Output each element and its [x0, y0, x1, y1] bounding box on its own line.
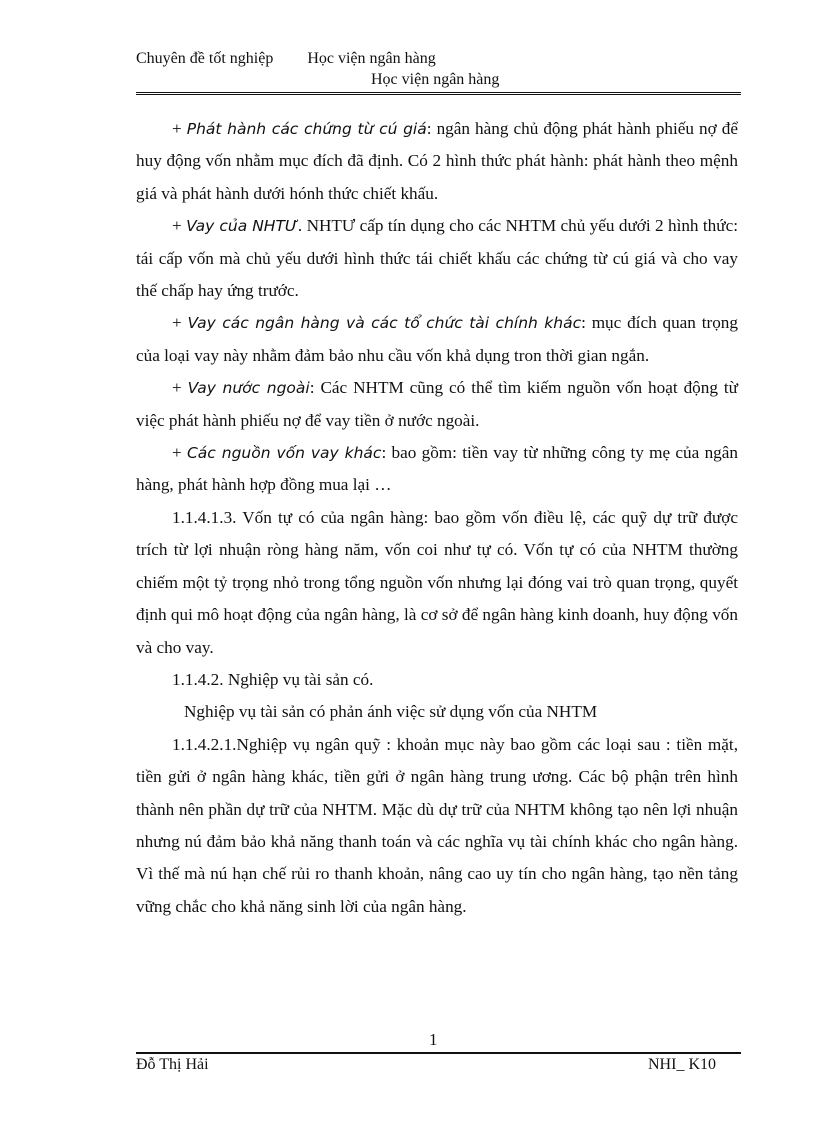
header-line — [136, 50, 436, 68]
page-number: 1 — [429, 1030, 438, 1049]
paragraph-own-capital: 1.1.4.1.3. Vốn tự có của ngân hàng: bao gồm vốn điều lệ, các quỹ dự trữ được trích từ lợi nhuận ròng hàng năm, vốn coi như tự có. Vốn tự có của NHTM thường chiếm một tỷ trọng nhỏ trong tổng nguồn vốn nhưng lại đóng vai trò quan trọng, quyết định qui mô hoạt động của ngân hàng, là cơ sở để ngân hàng kinh doanh, huy động vốn và cho vay. — [136, 507, 738, 657]
paragraph-assets-intro: Nghiệp vụ tài sản có phản ánh việc sử dụng vốn của NHTM — [184, 702, 598, 722]
footer-class-code: NHI_ K10 — [648, 1056, 716, 1073]
footer-rule — [136, 1052, 741, 1054]
header-left-title: Chuyên đề tốt nghiệp — [136, 50, 274, 67]
header-subtitle: Học viện ngân hàng — [371, 71, 500, 88]
paragraph-foreign-loans: + Vay nước ngoài: Các NHTM cũng có thể tìm kiếm nguồn vốn hoạt động từ việc phát hành phiếu nợ để vay tiền ở nước ngoài. — [136, 378, 738, 430]
paragraph-issue-securities: + Phát hành các chứng từ cú giá: ngân hàng chủ động phát hành phiếu nợ để huy động vốn nhằm mục đích đã định. Có 2 hình thức phát hành: phát hành theo mệnh giá và phát hành dưới hónh thức chiết khấu. — [136, 119, 738, 203]
paragraph-other-loans: + Các nguồn vốn vay khác: bao gồm: tiền vay từ những công ty mẹ của ngân hàng, phát hành hợp đồng mua lại … — [136, 443, 738, 495]
header-right-title: Học viện ngân hàng — [307, 50, 436, 67]
section-heading-assets: 1.1.4.2. Nghiệp vụ tài sản có. — [172, 669, 374, 689]
body-text — [136, 113, 738, 923]
paragraph-treasury: 1.1.4.2.1.Nghiệp vụ ngân quỹ : khoản mục này bao gồm các loại sau : tiền mặt, tiền gửi ở ngân hàng khác, tiền gửi ở ngân hàng trung ương. Các bộ phận trên hình thành nên phần dự trữ của NHTM. Mặc dù dự trữ của NHTM không tạo nên lợi nhuận nhưng nú đảm bảo khả năng thanh toán và các nghĩa vụ tài chính khác cho ngân hàng. Vì thế mà nú hạn chế rủi ro thanh khoản, nâng cao uy tín cho ngân hàng, tạo nền tảng vững chắc cho khả năng sinh lời của ngân hàng. — [136, 734, 738, 916]
footer-author: Đỗ Thị Hải — [136, 1056, 209, 1073]
paragraph-central-bank-loans: + Vay của NHTƯ. NHTƯ cấp tín dụng cho các NHTM chủ yếu dưới 2 hình thức: tái cấp vốn mà chủ yếu dưới hình thức tái chiết khấu các chứng từ cú giá và cho vay thế chấp hay ứng trước. — [136, 216, 738, 301]
paragraph-interbank-loans: + Vay các ngân hàng và các tổ chức tài chính khác: mục đích quan trọng của loại vay này nhằm đảm bảo nhu cầu vốn khả dụng tron thời gian ngắn. — [136, 313, 738, 365]
header-double-rule — [136, 92, 741, 95]
